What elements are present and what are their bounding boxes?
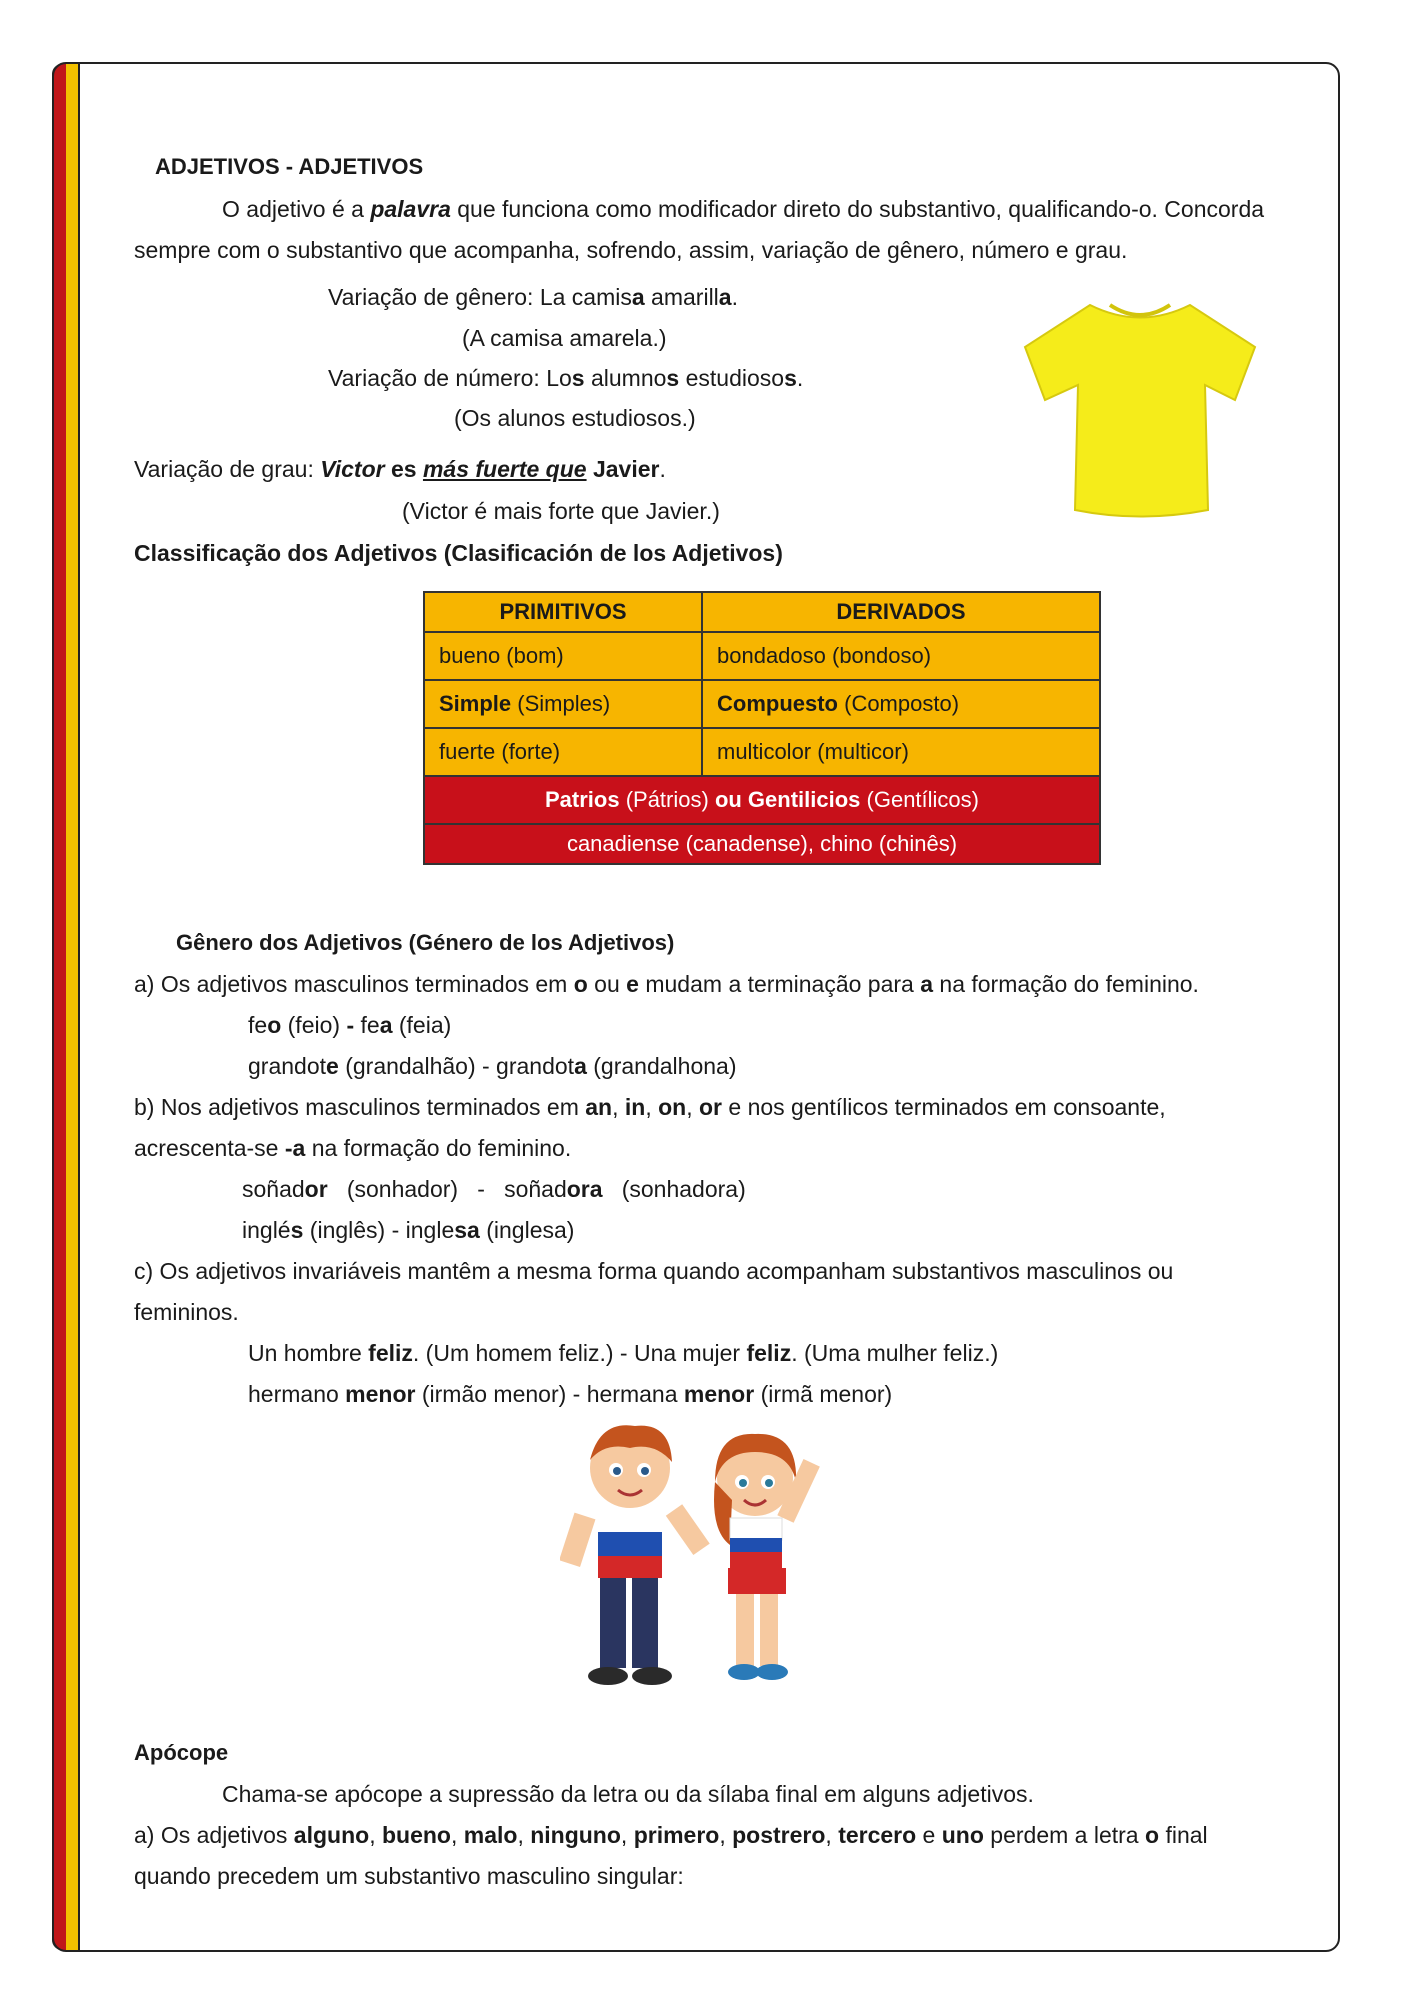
table-row	[424, 632, 1100, 680]
genero-example-5: Un hombre feliz. (Um homem feliz.) - Una mujer feliz. (Uma mulher feliz.)	[248, 1340, 999, 1366]
girl-figure	[714, 1434, 820, 1680]
children-image	[560, 1420, 850, 1695]
table-cell: bondadoso (bondoso)	[702, 632, 1100, 680]
genero-example-6: hermano menor (irmão menor) - hermana menor (irmã menor)	[248, 1381, 893, 1407]
table-row-patrios	[424, 776, 1100, 824]
variation-grau: Variação de grau: Victor es más fuerte que Javier.	[134, 456, 666, 482]
genero-rule-b: b) Nos adjetivos masculinos terminados em an, in, on, or e nos gentílicos terminados em consoante,	[134, 1094, 1166, 1120]
table-cell-patrios: Patrios (Pátrios) ou Gentilicios (Gentílicos)	[424, 776, 1100, 824]
genero-rule-c: c) Os adjetivos invariáveis mantêm a mesma forma quando acompanham substantivos masculinos ou	[134, 1258, 1174, 1284]
table-header-primitivos: PRIMITIVOS	[424, 592, 702, 632]
table-header-derivados: DERIVADOS	[702, 592, 1100, 632]
table-cell: bueno (bom)	[424, 632, 702, 680]
page-title: ADJETIVOS - ADJETIVOS	[155, 154, 424, 179]
genero-rule-c-line2: femininos.	[134, 1299, 239, 1325]
apocope-definition: Chama-se apócope a supressão da letra ou da sílaba final em alguns adjetivos.	[222, 1781, 1034, 1807]
genero-example-4: inglés (inglês) - inglesa (inglesa)	[242, 1217, 575, 1243]
intro-line-1: O adjetivo é a palavra que funciona como modificador direto do substantivo, qualificando-o. Concorda	[222, 196, 1265, 222]
intro-line-2: sempre com o substantivo que acompanha, sofrendo, assim, variação de gênero, número e grau.	[134, 237, 1128, 263]
variation-genero: Variação de gênero: La camisa amarilla.	[328, 284, 738, 310]
apocope-rule-a: a) Os adjetivos alguno, bueno, malo, ninguno, primero, postrero, tercero e uno perdem a letra o final	[134, 1822, 1208, 1848]
table-row	[424, 728, 1100, 776]
boy-figure	[560, 1425, 710, 1685]
table-cell: Simple (Simples)	[424, 680, 702, 728]
genero-rule-a: a) Os adjetivos masculinos terminados em o ou e mudam a terminação para a na formação do feminino.	[134, 971, 1199, 997]
table-header-row	[424, 592, 1100, 632]
yellow-shirt-image	[1020, 285, 1260, 525]
table-row-patrios-examples	[424, 824, 1100, 864]
variation-numero-translation: (Os alunos estudiosos.)	[454, 405, 696, 431]
genero-heading: Gênero dos Adjetivos (Género de los Adjetivos)	[176, 930, 675, 955]
classification-heading: Classificação dos Adjetivos (Clasificación de los Adjetivos)	[134, 540, 783, 566]
variation-grau-translation: (Victor é mais forte que Javier.)	[402, 498, 720, 524]
apocope-rule-a-line2: quando precedem um substantivo masculino singular:	[134, 1863, 684, 1889]
genero-example-2: grandote (grandalhão) - grandota (grandalhona)	[248, 1053, 737, 1079]
classification-table	[423, 591, 1101, 865]
table-cell-patrios-examples: canadiense (canadense), chino (chinês)	[424, 824, 1100, 864]
genero-rule-b-line2: acrescenta-se -a na formação do feminino.	[134, 1135, 572, 1161]
table-row	[424, 680, 1100, 728]
table-cell: multicolor (multicor)	[702, 728, 1100, 776]
genero-example-1: feo (feio) - fea (feia)	[248, 1012, 452, 1038]
variation-numero: Variação de número: Los alumnos estudiosos.	[328, 365, 804, 391]
table-cell: Compuesto (Composto)	[702, 680, 1100, 728]
apocope-heading: Apócope	[134, 1740, 229, 1765]
genero-example-3: soñador (sonhador) - soñadora (sonhadora)	[242, 1176, 746, 1202]
variation-genero-translation: (A camisa amarela.)	[462, 325, 667, 351]
table-cell: fuerte (forte)	[424, 728, 702, 776]
